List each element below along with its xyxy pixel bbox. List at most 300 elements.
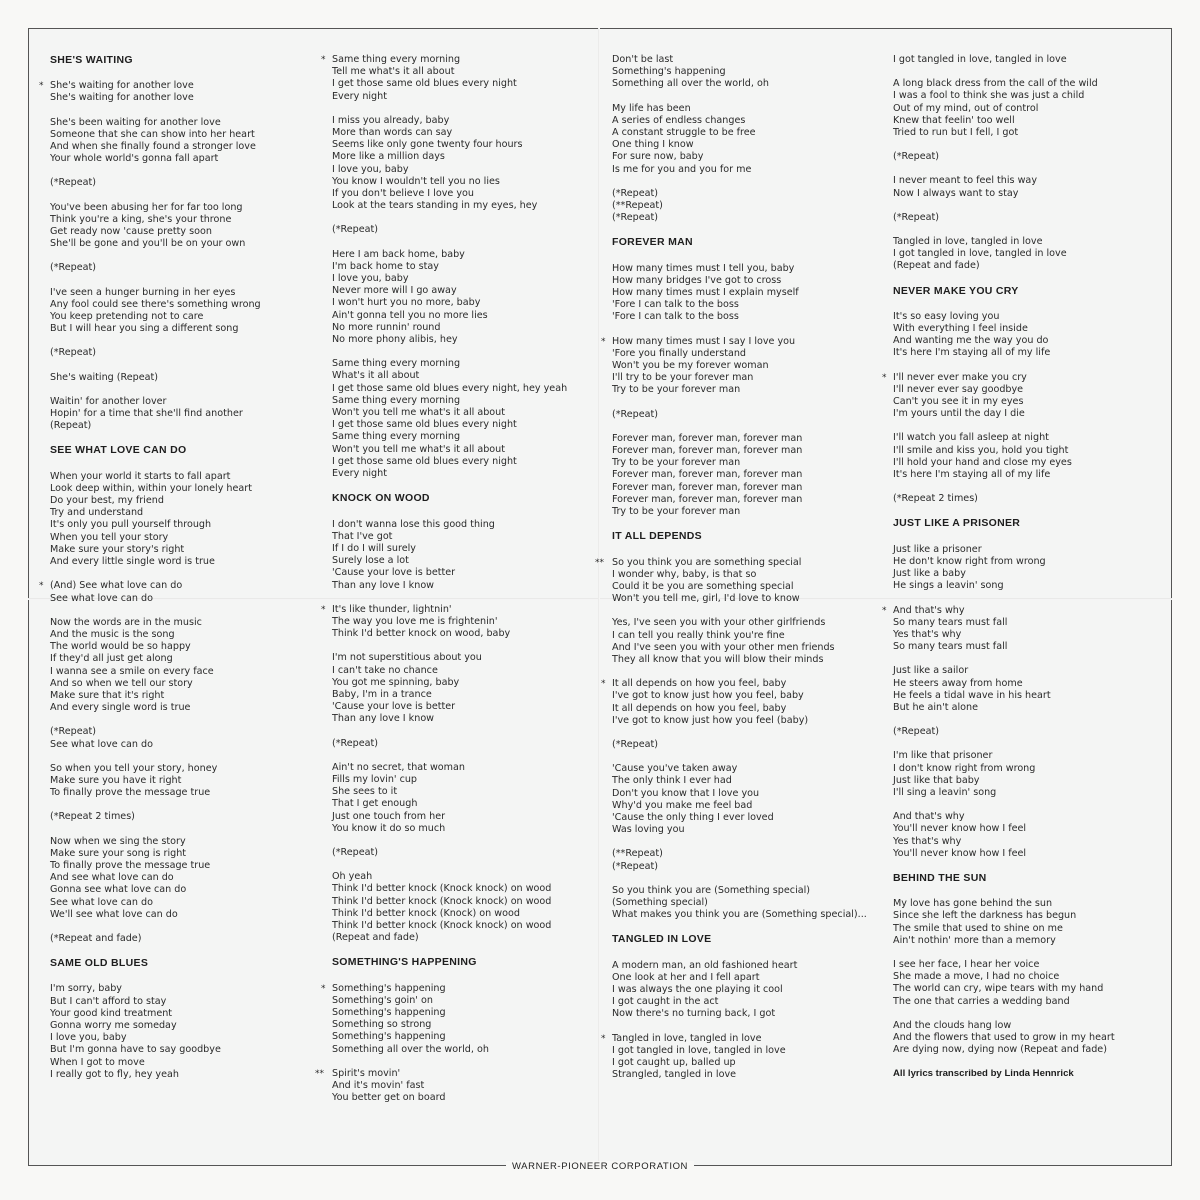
- song-title: SEE WHAT LOVE CAN DO: [50, 444, 187, 457]
- lyric-line: [893, 996, 1163, 1008]
- lyric-text: Tangled in love, tangled in love: [893, 236, 1043, 248]
- stanza: [601, 335, 882, 397]
- lyric-line: [612, 775, 882, 787]
- lyric-text: Since she left the darkness has begun: [893, 910, 1077, 922]
- lyric-line: [893, 396, 1163, 408]
- lyric-text: So when you tell your story, honey: [50, 762, 218, 774]
- lyric-text: See what love can do: [50, 738, 153, 750]
- lyric-line: [893, 787, 1163, 799]
- lyric-line: [893, 323, 1163, 335]
- lyric-line: [893, 127, 1163, 139]
- lyric-line: [50, 226, 320, 238]
- stanza: [601, 1032, 882, 1082]
- lyric-text: Something's happening: [332, 1007, 446, 1018]
- lyric-text: Try and understand: [50, 507, 144, 519]
- lyric-text: Ain't nothin' more than a memory: [893, 934, 1056, 946]
- stanza: [50, 372, 320, 384]
- stanza: [612, 188, 882, 225]
- lyric-text: Think I'd better knock (Knock knock) on wood: [332, 895, 552, 907]
- song-title: KNOCK ON WOOD: [332, 492, 430, 505]
- song-title: SHE'S WAITING: [50, 54, 133, 66]
- song-title: TANGLED IN LOVE: [612, 933, 712, 946]
- lyric-text: And that's why: [893, 811, 965, 823]
- lyric-text: I'm sorry, baby: [50, 983, 122, 995]
- lyric-text: Look at the tears standing in my eyes, hey: [332, 200, 538, 212]
- lyric-text: Gonna see what love can do: [50, 884, 187, 896]
- lyric-line: [893, 983, 1163, 995]
- lyric-line: [612, 909, 882, 921]
- lyric-text: (*Repeat): [893, 151, 940, 163]
- lyric-line: [893, 311, 1163, 323]
- lyric-line: [332, 543, 602, 555]
- lyric-text: To finally prove the message true: [50, 787, 211, 799]
- stanza: [332, 358, 602, 480]
- lyric-text: Now I always want to stay: [893, 187, 1019, 199]
- lyric-text: So you think you are (Something special): [612, 884, 811, 896]
- lyric-line: [332, 896, 602, 908]
- lyric-text: Hopin' for a time that she'll find another: [50, 408, 243, 420]
- lyric-text: Just like a baby: [893, 568, 966, 580]
- lyric-line: [612, 861, 882, 873]
- lyric-text: (**Repeat): [612, 200, 663, 212]
- lyric-line: [893, 750, 1163, 762]
- stanza: [321, 603, 602, 641]
- lyric-text: Could it be you are something special: [612, 580, 794, 592]
- lyric-text: Can't you see it in my eyes: [893, 396, 1024, 408]
- lyric-line: [893, 848, 1163, 860]
- lyric-line: [39, 580, 320, 592]
- stanza: [893, 78, 1163, 139]
- lyric-line: [893, 898, 1163, 910]
- lyric-line: [50, 471, 320, 483]
- lyric-line: [332, 580, 602, 592]
- lyric-text: How many bridges I've got to cross: [612, 274, 782, 286]
- lyric-text: Never more will I go away: [332, 285, 457, 297]
- lyric-line: [893, 959, 1163, 971]
- lyric-text: Something's happening: [332, 1031, 446, 1043]
- lyric-text: I've seen a hunger burning in her eyes: [50, 286, 236, 298]
- lyric-text: Look deep within, within your lonely heart: [50, 482, 253, 494]
- lyric-text: Forever man, forever man, forever man: [612, 481, 803, 493]
- lyric-text: It all depends on how you feel, baby: [612, 702, 787, 714]
- song-title: JUST LIKE A PRISONER: [893, 517, 1021, 530]
- repeat-marker: *: [601, 679, 606, 690]
- lyric-text: And the music is the song: [50, 628, 175, 640]
- lyric-line: [315, 1067, 602, 1080]
- lyric-text: He sings a leavin' song: [893, 580, 1004, 592]
- lyric-text: (*Repeat): [332, 224, 379, 236]
- lyric-text: See what love can do: [50, 896, 153, 908]
- stanza: [893, 665, 1163, 714]
- lyric-line: [332, 786, 602, 798]
- lyric-line: [893, 445, 1163, 457]
- lyric-text: How many times must I tell you, baby: [612, 262, 795, 274]
- lyric-text: Just like a prisoner: [893, 543, 982, 555]
- lyric-text: Won't you tell me what's it all about: [332, 407, 506, 419]
- lyric-text: You keep pretending not to care: [50, 311, 204, 323]
- lyric-line: [332, 285, 602, 297]
- lyric-line: [893, 408, 1163, 420]
- lyric-text: But I will hear you sing a different song: [50, 323, 239, 335]
- stanza: [612, 433, 882, 518]
- lyric-line: [893, 617, 1163, 629]
- song: [601, 933, 882, 1081]
- lyric-line: [893, 544, 1163, 556]
- lyric-text: Think you're a king, she's your throne: [50, 213, 232, 225]
- lyric-line: [50, 787, 320, 799]
- repeat-marker: *: [39, 81, 44, 92]
- lyric-line: [50, 519, 320, 531]
- lyric-line: [893, 260, 1163, 272]
- stanza: [601, 678, 882, 727]
- lyric-line: [612, 642, 882, 654]
- lyric-text: Spirit's movin': [332, 1067, 401, 1079]
- lyric-text: Don't be last: [612, 54, 674, 65]
- song: [612, 54, 882, 224]
- repeat-marker: *: [601, 1033, 606, 1044]
- lyric-line: [893, 115, 1163, 127]
- lyric-line: [893, 188, 1163, 200]
- lyric-text: You'll never know how I feel: [893, 823, 1027, 835]
- stanza: [893, 151, 1163, 163]
- stanza: [50, 177, 320, 189]
- stanza: [50, 471, 320, 569]
- lyric-text: Forever man, forever man, forever man: [612, 432, 803, 444]
- lyric-text: She's been waiting for another love: [50, 116, 221, 128]
- stanza: [50, 117, 320, 166]
- lyric-line: [332, 468, 602, 480]
- stanza: [612, 763, 882, 836]
- lyric-line: [50, 1008, 320, 1020]
- lyric-text: (Repeat): [50, 420, 92, 432]
- lyric-line: [882, 371, 1163, 384]
- lyric-line: [50, 1044, 320, 1056]
- lyric-text: It all depends on how you feel, baby: [612, 678, 787, 690]
- lyric-line: [332, 176, 602, 188]
- stanza: [612, 409, 882, 421]
- song: [321, 492, 602, 944]
- footer: [0, 1161, 1200, 1178]
- lyric-text: And see what love can do: [50, 872, 174, 884]
- stanza: [893, 726, 1163, 738]
- lyric-line: [332, 322, 602, 334]
- lyric-line: [50, 177, 320, 189]
- lyric-line: [50, 996, 320, 1008]
- lyric-text: Yes that's why: [893, 835, 962, 847]
- lyric-line: [50, 117, 320, 129]
- lyric-text: (*Repeat): [612, 738, 659, 750]
- lyric-text: I'll never ever make you cry: [893, 371, 1027, 383]
- lyric-line: [612, 433, 882, 445]
- lyric-text: Something all over the world, oh: [612, 78, 769, 90]
- lyric-text: I wonder why, baby, is that so: [612, 568, 757, 580]
- lyric-text: 'Fore you finally understand: [612, 347, 747, 359]
- lyric-text: I'll smile and kiss you, hold you tight: [893, 444, 1069, 456]
- lyric-line: [332, 1019, 602, 1031]
- lyric-line: [612, 54, 882, 66]
- lyric-text: 'Cause the only thing I ever loved: [612, 811, 774, 823]
- lyric-line: [332, 127, 602, 139]
- lyric-line: [332, 297, 602, 309]
- lyric-text: Now when we sing the story: [50, 835, 186, 847]
- lyric-text: I don't know right from wrong: [893, 762, 1036, 774]
- stanza: [315, 1067, 602, 1105]
- lyric-text: Think I'd better knock (Knock) on wood: [332, 907, 520, 919]
- lyric-text: Something's happening: [612, 66, 726, 78]
- lyric-line: [595, 556, 882, 569]
- lyric-text: Think I'd better knock (Knock knock) on wood: [332, 919, 552, 931]
- lyric-line: [50, 617, 320, 629]
- song: [882, 517, 1163, 859]
- lyric-text: And wanting me the way you do: [893, 335, 1049, 347]
- stanza: [332, 652, 602, 725]
- lyric-text: But I'm gonna have to say goodbye: [50, 1044, 221, 1056]
- lyric-text: Same thing every morning: [332, 358, 461, 370]
- lyric-line: [612, 1008, 882, 1020]
- lyric-line: [50, 690, 320, 702]
- lyric-line: [612, 348, 882, 360]
- lyric-text: And so when we tell our story: [50, 677, 193, 689]
- lyric-line: [332, 273, 602, 285]
- stanza: [595, 556, 882, 606]
- lyric-text: I get those same old blues every night: [332, 78, 517, 90]
- lyric-text: It's like thunder, lightnin': [332, 603, 452, 615]
- stanza: [50, 983, 320, 1081]
- lyric-text: Won't you be my forever woman: [612, 360, 769, 372]
- lyric-text: (And) See what love can do: [50, 580, 183, 592]
- lyric-line: [332, 249, 602, 261]
- lyric-text: Waitin' for another lover: [50, 395, 167, 407]
- lyric-text: Make sure you have it right: [50, 774, 182, 786]
- lyric-line: [893, 1032, 1163, 1044]
- lyric-line: [50, 629, 320, 641]
- lyric-line: [50, 347, 320, 359]
- lyric-line: [332, 665, 602, 677]
- lyric-line: [332, 151, 602, 163]
- stanza: [332, 738, 602, 750]
- stanza: [893, 959, 1163, 1008]
- lyric-text: A long black dress from the call of the wild: [893, 78, 1098, 90]
- lyric-line: [612, 824, 882, 836]
- lyric-line: [612, 763, 882, 775]
- lyric-text: Tried to run but I fell, I got: [893, 127, 1019, 139]
- stanza: [50, 287, 320, 336]
- lyric-line: [612, 1057, 882, 1069]
- lyric-text: But he ain't alone: [893, 701, 978, 713]
- song-title: FOREVER MAN: [612, 236, 693, 249]
- lyric-text: Just like that baby: [893, 774, 980, 786]
- lyric-text: Now the words are in the music: [50, 616, 202, 628]
- lyric-text: A constant struggle to be free: [612, 127, 756, 139]
- lyric-line: [612, 115, 882, 127]
- lyric-line: [332, 738, 602, 750]
- lyric-line: [332, 713, 602, 725]
- lyric-line: [332, 811, 602, 823]
- lyric-text: With everything I feel inside: [893, 323, 1028, 335]
- lyric-text: When your world it starts to fall apart: [50, 470, 231, 482]
- lyric-line: [50, 811, 320, 823]
- lyric-line: [39, 80, 320, 92]
- lyric-line: [50, 1032, 320, 1044]
- lyric-line: [612, 311, 882, 323]
- lyric-text: (*Repeat): [50, 177, 97, 189]
- lyric-line: [893, 629, 1163, 641]
- lyric-line: [612, 996, 882, 1008]
- lyric-line: [893, 678, 1163, 690]
- stanza: [50, 726, 320, 750]
- stanza: [50, 836, 320, 921]
- stanza: [321, 982, 602, 1056]
- lyric-line: [612, 212, 882, 224]
- lyric-text: I get those same old blues every night: [332, 419, 517, 431]
- lyric-line: [893, 823, 1163, 835]
- lyric-text: More like a million days: [332, 151, 445, 163]
- lyric-line: [50, 287, 320, 299]
- lyric-line: [332, 139, 602, 151]
- lyric-line: [612, 788, 882, 800]
- lyric-text: I don't wanna lose this good thing: [332, 518, 495, 530]
- lyric-text: Forever man, forever man, forever man: [612, 493, 803, 505]
- lyric-line: [893, 248, 1163, 260]
- lyric-text: Seems like only gone twenty four hours: [332, 139, 523, 151]
- song: [315, 956, 602, 1104]
- lyric-text: But I can't afford to stay: [50, 995, 167, 1007]
- lyric-text: I've got to know just how you feel, baby: [612, 690, 804, 702]
- lyric-text: More than words can say: [332, 127, 453, 139]
- lyric-line: [332, 677, 602, 689]
- lyric-text: (*Repeat 2 times): [893, 493, 978, 505]
- lyric-line: [893, 910, 1163, 922]
- lyric-text: (*Repeat): [50, 347, 97, 359]
- publisher-name: WARNER-PIONEER CORPORATION: [506, 1161, 694, 1172]
- lyric-text: I'm back home to stay: [332, 260, 439, 272]
- lyric-line: [893, 212, 1163, 224]
- song: [601, 236, 882, 518]
- lyric-line: [332, 200, 602, 212]
- lyric-line: [612, 569, 882, 581]
- lyric-line: [612, 151, 882, 163]
- lyric-line: [50, 983, 320, 995]
- lyric-line: [332, 847, 602, 859]
- lyric-line: [50, 495, 320, 507]
- lyric-text: Strangled, tangled in love: [612, 1069, 737, 1081]
- lyric-text: Surely lose a lot: [332, 555, 409, 567]
- lyric-text: (Something special): [612, 896, 708, 908]
- stanza: [332, 519, 602, 592]
- repeat-marker: *: [321, 604, 326, 615]
- stanza: [612, 960, 882, 1021]
- lyric-line: [50, 544, 320, 556]
- lyric-text: (*Repeat): [332, 737, 379, 749]
- stanza: [332, 847, 602, 859]
- lyric-text: 'Fore I can talk to the boss: [612, 311, 739, 323]
- lyric-text: (*Repeat): [612, 187, 659, 199]
- lyric-line: [893, 493, 1163, 505]
- lyric-text: I really got to fly, hey yeah: [50, 1068, 179, 1080]
- lyric-text: Every night: [332, 90, 387, 102]
- lyric-line: [893, 971, 1163, 983]
- lyric-line: [50, 775, 320, 787]
- lyric-text: (*Repeat): [893, 211, 940, 223]
- lyric-line: [332, 224, 602, 236]
- lyric-text: (Repeat and fade): [332, 932, 419, 944]
- lyric-text: 'Cause your love is better: [332, 701, 456, 713]
- lyric-text: I won't hurt you no more, baby: [332, 297, 481, 309]
- lyric-line: [893, 923, 1163, 935]
- lyric-line: [612, 972, 882, 984]
- lyric-line: [332, 519, 602, 531]
- lyric-line: [612, 739, 882, 751]
- lyric-text: If you don't believe I love you: [332, 188, 474, 200]
- lyric-line: [612, 188, 882, 200]
- lyric-line: [50, 372, 320, 384]
- lyric-line: [332, 823, 602, 835]
- lyrics-column-3: [595, 44, 882, 1093]
- lyric-line: [332, 358, 602, 370]
- lyric-line: [893, 568, 1163, 580]
- stanza: [893, 1020, 1163, 1057]
- lyrics-column-1: [39, 44, 320, 1093]
- lyric-text: You've been abusing her for far too long: [50, 201, 243, 213]
- lyric-line: [50, 702, 320, 714]
- transcription-credit: All lyrics transcribed by Linda Hennrick: [893, 1068, 1074, 1080]
- lyric-text: My life has been: [612, 102, 691, 114]
- lyric-text: (*Repeat): [50, 726, 97, 738]
- lyric-line: [332, 395, 602, 407]
- lyric-line: [332, 91, 602, 103]
- lyric-line: [332, 798, 602, 810]
- lyric-text: I wanna see a smile on every face: [50, 665, 214, 677]
- song-title: SAME OLD BLUES: [50, 957, 149, 970]
- lyric-text: How many times must I say I love you: [612, 335, 796, 347]
- lyric-text: Here I am back home, baby: [332, 248, 465, 260]
- lyric-line: [332, 1031, 602, 1043]
- lyric-line: [50, 641, 320, 653]
- lyric-line: [332, 78, 602, 90]
- lyric-line: [882, 604, 1163, 617]
- stanza: [612, 848, 882, 872]
- lyric-line: [601, 1032, 882, 1045]
- repeat-marker: **: [315, 1068, 324, 1079]
- lyric-line: [332, 616, 602, 628]
- stanza: [612, 617, 882, 666]
- lyric-text: (**Repeat): [612, 848, 663, 860]
- lyric-text: No more phony alibis, hey: [332, 334, 458, 346]
- lyric-text: You know I wouldn't tell you no lies: [332, 175, 500, 187]
- lyric-text: (*Repeat): [893, 726, 940, 738]
- lyric-text: I can tell you really think you're fine: [612, 629, 785, 641]
- lyric-line: [50, 299, 320, 311]
- lyric-line: [50, 92, 320, 104]
- song: [893, 54, 1163, 273]
- lyric-line: [612, 617, 882, 629]
- lyric-text: Won't you tell me, girl, I'd love to know: [612, 593, 800, 605]
- lyric-line: [612, 800, 882, 812]
- repeat-marker: *: [321, 983, 326, 994]
- lyric-text: (*Repeat 2 times): [50, 811, 135, 823]
- lyric-text: Don't you know that I love you: [612, 787, 760, 799]
- lyric-line: [612, 482, 882, 494]
- lyric-line: [612, 654, 882, 666]
- lyric-text: I'm not superstitious about you: [332, 652, 482, 664]
- lyric-text: I love you, baby: [332, 163, 409, 175]
- lyric-line: [612, 469, 882, 481]
- lyric-line: [50, 884, 320, 896]
- stanza: [612, 54, 882, 91]
- lyric-line: [50, 678, 320, 690]
- lyrics-column-2: [315, 44, 602, 1116]
- lyric-text: One look at her and I fell apart: [612, 971, 760, 983]
